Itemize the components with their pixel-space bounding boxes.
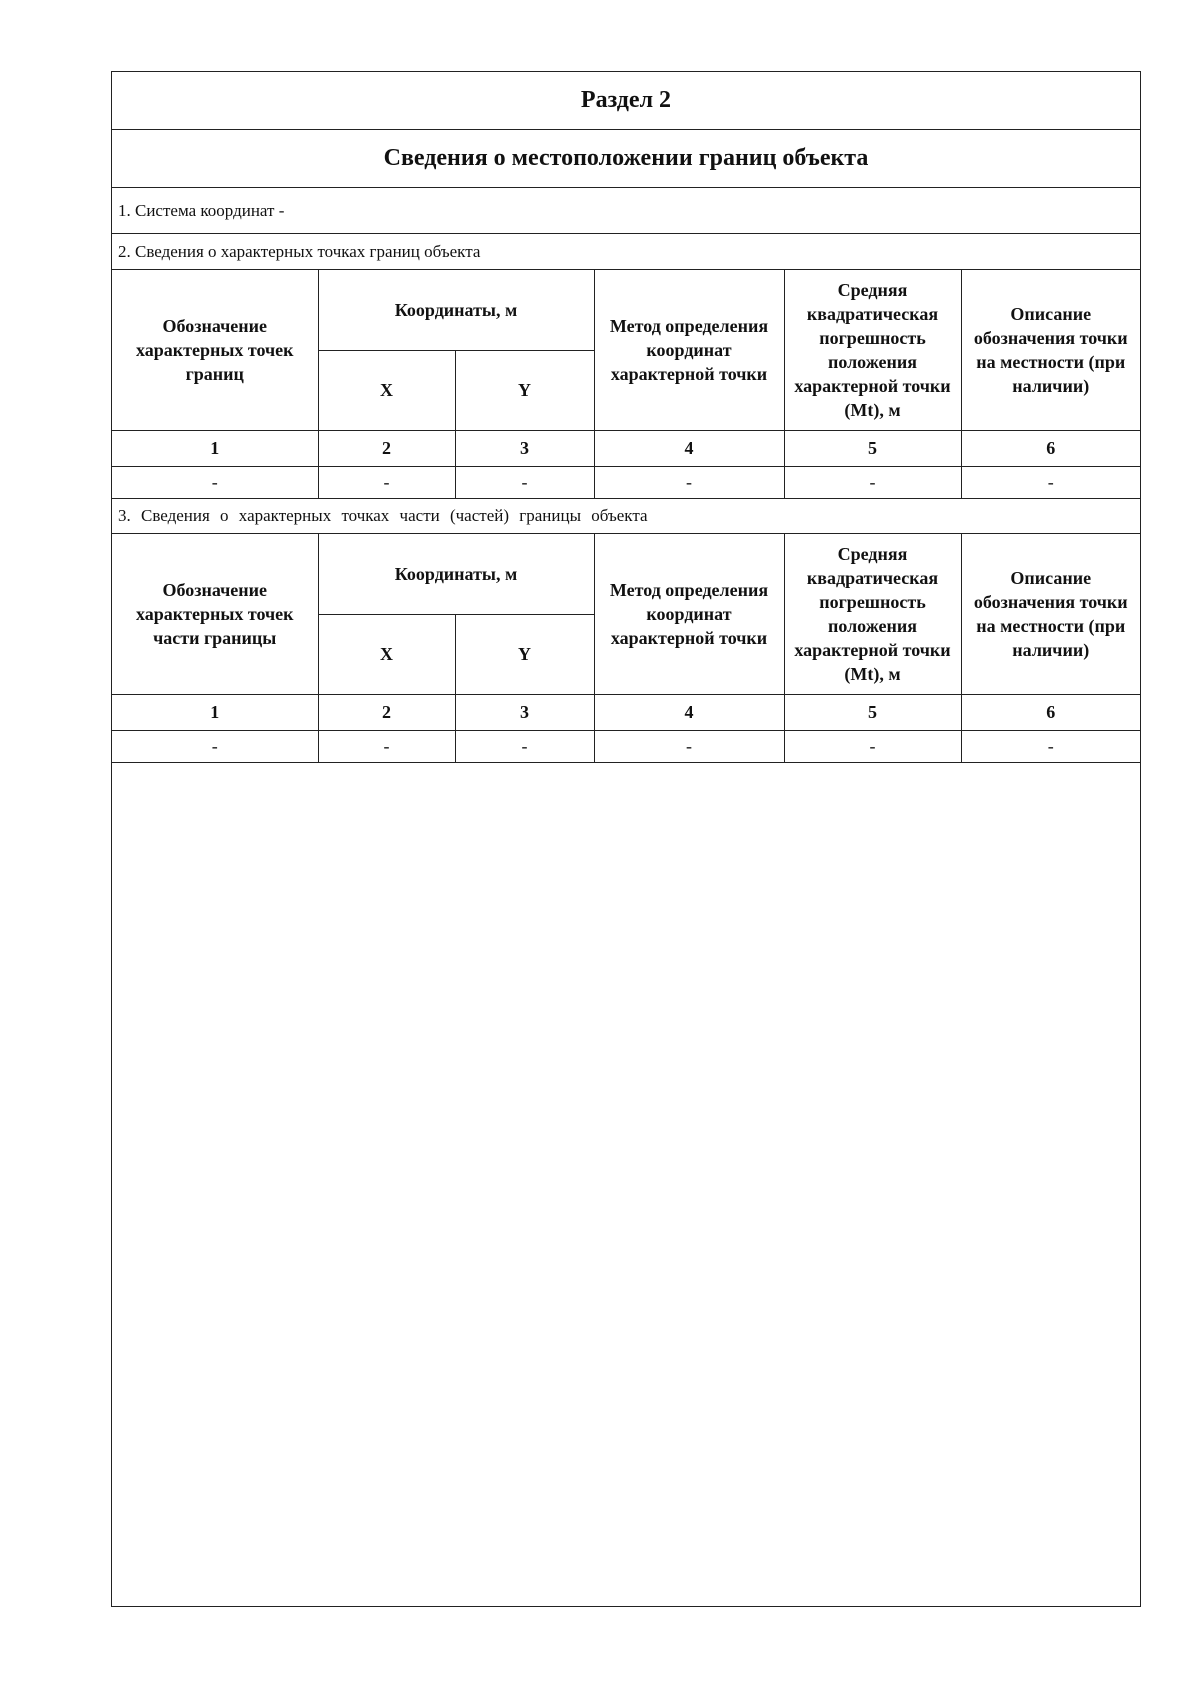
col-y: Y [455, 350, 594, 430]
table-row [112, 466, 1140, 498]
column-number: 4 [594, 430, 784, 466]
col-method: Метод определения координат характерной точки [594, 534, 784, 694]
page-title: Сведения о местоположении границ объекта [112, 130, 1140, 188]
column-number: 1 [112, 430, 318, 466]
col-point-designation: Обозначение характерных точек границ [112, 270, 318, 430]
column-number: 1 [112, 694, 318, 730]
table-cell: - [961, 730, 1140, 762]
document-frame [111, 71, 1141, 1607]
table-cell: - [784, 730, 961, 762]
col-x: X [318, 350, 455, 430]
boundary-points-table [112, 270, 1140, 499]
column-number: 2 [318, 694, 455, 730]
table-cell: - [455, 730, 594, 762]
table-cell: - [112, 466, 318, 498]
column-number: 5 [784, 430, 961, 466]
table-cell: - [112, 730, 318, 762]
col-coordinates: Координаты, м [318, 270, 594, 350]
col-x: X [318, 614, 455, 694]
part-boundary-points-table [112, 534, 1140, 763]
table-row [112, 730, 1140, 762]
col-method: Метод определения координат характерной точки [594, 270, 784, 430]
section-3-caption [112, 498, 1140, 534]
col-y: Y [455, 614, 594, 694]
col-point-designation: Обозначение характерных точек части границы [112, 534, 318, 694]
column-numbers-row [112, 694, 1140, 730]
table-cell: - [594, 730, 784, 762]
column-number: 3 [455, 694, 594, 730]
table-cell: - [318, 466, 455, 498]
table-cell: - [961, 466, 1140, 498]
table-cell: - [455, 466, 594, 498]
col-coordinates: Координаты, м [318, 534, 594, 614]
column-number: 5 [784, 694, 961, 730]
col-mean-error: Средняя квадратическая погрешность положения характерной точки (Mt), м [784, 270, 961, 430]
coordinate-system-line: 1. Система координат - [112, 188, 1140, 234]
section-2-caption: 2. Сведения о характерных точках границ объекта [112, 234, 1140, 270]
table-cell: - [318, 730, 455, 762]
column-numbers-row [112, 430, 1140, 466]
column-number: 4 [594, 694, 784, 730]
column-number: 2 [318, 430, 455, 466]
col-description: Описание обозначения точки на местности (при наличии) [961, 534, 1140, 694]
section-heading: Раздел 2 [112, 72, 1140, 130]
section-3-caption-text: 3. Сведения о характерных точках части (частей) границы объекта [118, 505, 648, 525]
col-mean-error: Средняя квадратическая погрешность положения характерной точки (Mt), м [784, 534, 961, 694]
column-number: 3 [455, 430, 594, 466]
col-description: Описание обозначения точки на местности (при наличии) [961, 270, 1140, 430]
table-cell: - [594, 466, 784, 498]
column-number: 6 [961, 694, 1140, 730]
table-cell: - [784, 466, 961, 498]
column-number: 6 [961, 430, 1140, 466]
